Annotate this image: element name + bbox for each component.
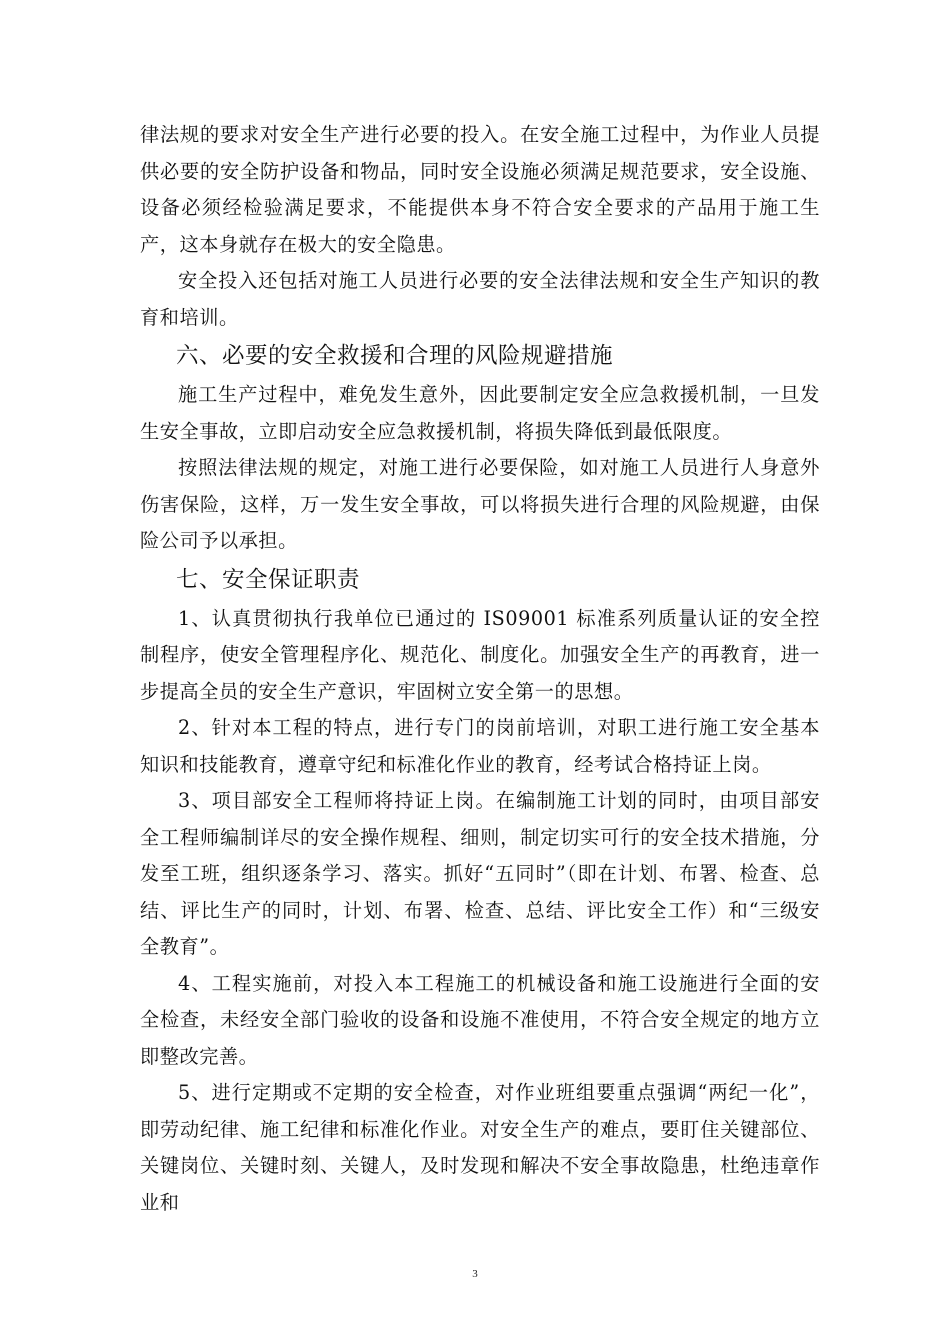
document-body	[140, 117, 820, 1221]
paragraph-item-2: 2、针对本工程的特点，进行专门的岗前培训，对职工进行施工安全基本知识和技能教育，遵章守纪和标准化作业的教育，经考试合格持证上岗。	[140, 716, 820, 776]
paragraph-item-4: 4、工程实施前，对投入本工程施工的机械设备和施工设施进行全面的安全检查，未经安全部门验收的设备和设施不准使用，不符合安全规定的地方立即整改完善。	[140, 971, 820, 1068]
paragraph-emergency-rescue: 施工生产过程中，难免发生意外，因此要制定安全应急救援机制，一旦发生安全事故，立即启动安全应急救援机制，将损失降低到最低限度。	[140, 383, 820, 443]
paragraph-item-5: 5、进行定期或不定期的安全检查，对作业班组要重点强调“两纪一化”，即劳动纪律、施工纪律和标准化作业。对安全生产的难点，要盯住关键部位、关键岗位、关键时刻、关键人，及时发现和解决不安全事故隐患，杜绝违章作业和	[140, 1081, 820, 1214]
paragraph-continuation: 律法规的要求对安全生产进行必要的投入。在安全施工过程中，为作业人员提供必要的安全防护设备和物品，同时安全设施必须满足规范要求，安全设施、设备必须经检验满足要求，不能提供本身不符合安全要求的产品用于施工生产，这本身就存在极大的安全隐患。	[140, 123, 820, 256]
paragraph-safety-training: 安全投入还包括对施工人员进行必要的安全法律法规和安全生产知识的教育和培训。	[140, 269, 820, 329]
paragraph-item-1: 1、认真贯彻执行我单位已通过的 IS09001 标准系列质量认证的安全控制程序，使安全管理程序化、规范化、制度化。加强安全生产的再教育，进一步提高全员的安全生产意识，牢固树立安全第一的思想。	[140, 606, 820, 703]
page-number: 3	[472, 1268, 478, 1280]
paragraph-insurance: 按照法律法规的规定，对施工进行必要保险，如对施工人员进行人身意外伤害保险，这样，万一发生安全事故，可以将损失进行合理的风险规避，由保险公司予以承担。	[140, 456, 820, 552]
section-heading-seven: 七、安全保证职责	[176, 566, 361, 593]
section-heading-six: 六、必要的安全救援和合理的风险规避措施	[176, 343, 614, 369]
paragraph-item-3: 3、项目部安全工程师将持证上岗。在编制施工计划的同时，由项目部安全工程师编制详尽的安全操作规程、细则，制定切实可行的安全技术措施，分发至工班，组织逐条学习、落实。抓好“五同时”（即在计划、布署、检查、总结、评比生产的同时，计划、布署、检查、总结、评比安全工作）和“三级安全教育”。	[140, 789, 820, 958]
